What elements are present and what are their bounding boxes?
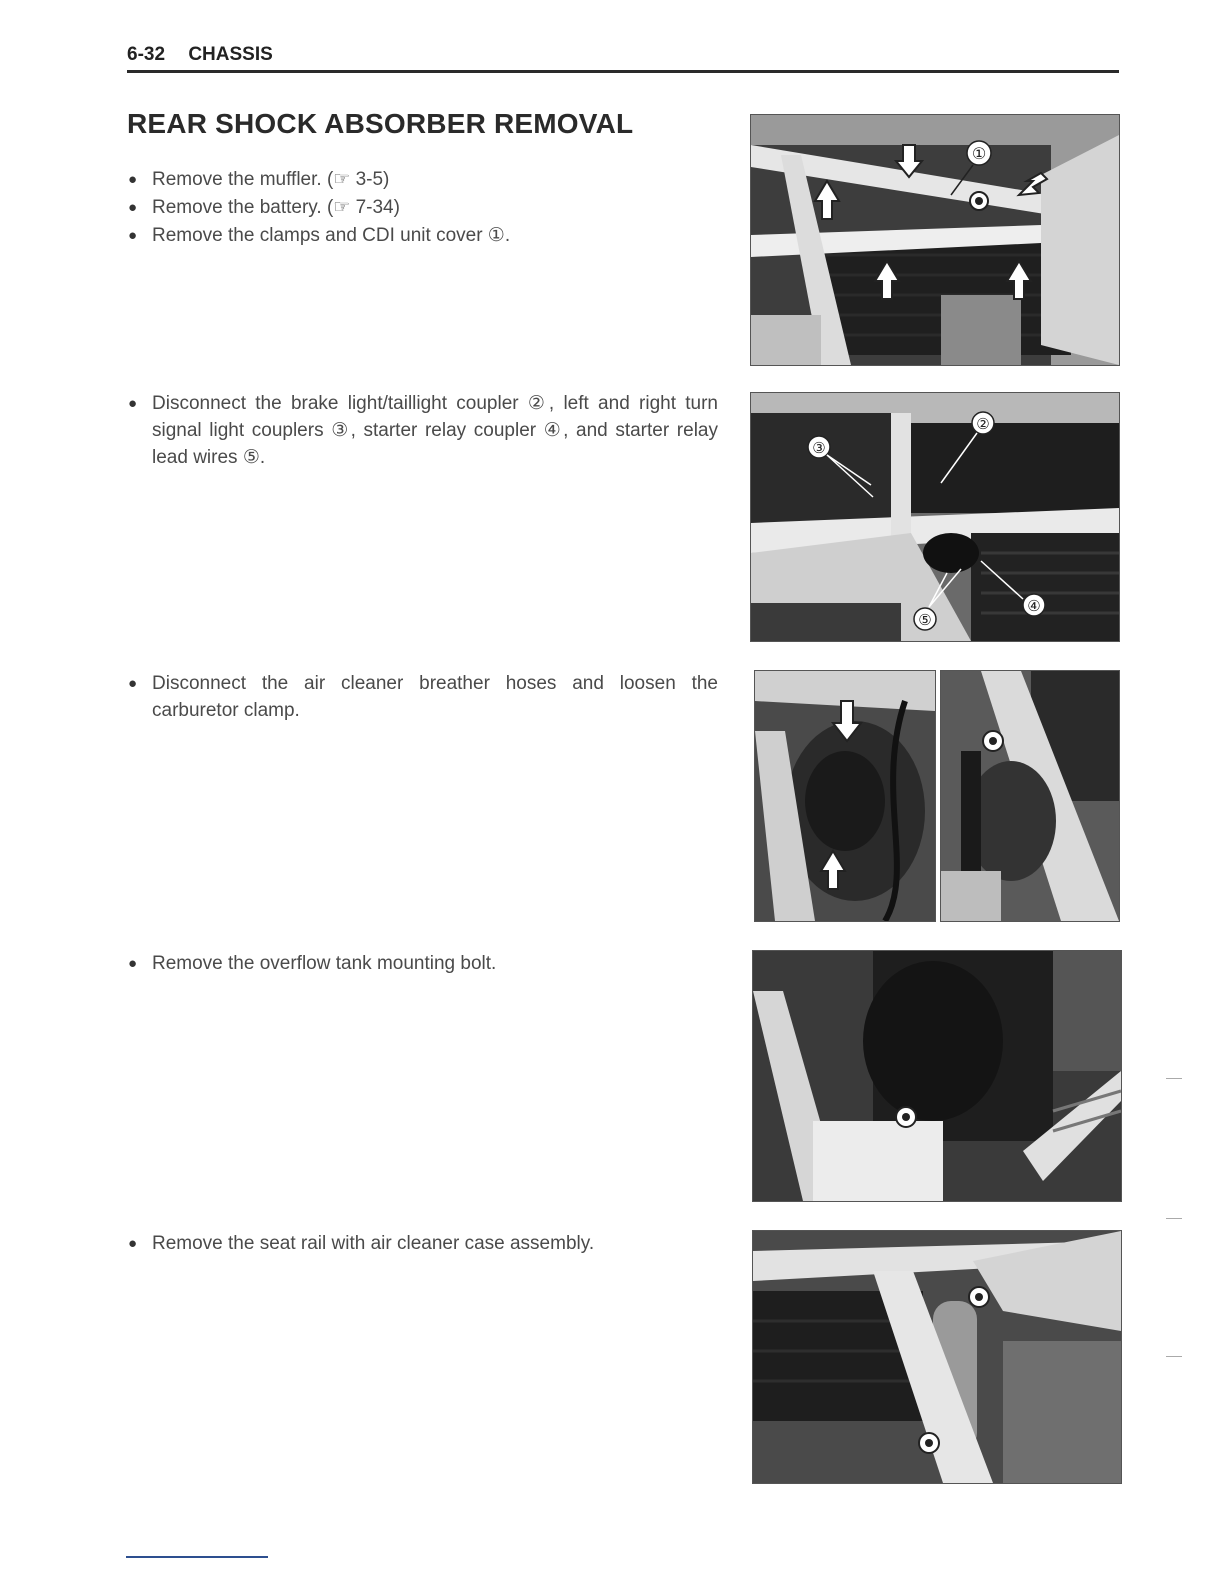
photo-couplers xyxy=(750,392,1120,642)
bullet-dot-icon: ● xyxy=(128,955,138,972)
step-remove-clamps xyxy=(128,222,718,249)
section-title: REAR SHOCK ABSORBER REMOVAL xyxy=(127,108,634,139)
step-text: Remove the overflow tank mounting bolt. xyxy=(152,953,497,974)
bullet-dot-icon: ● xyxy=(128,1235,138,1252)
step-disconnect-hoses xyxy=(128,670,718,724)
step-text: Disconnect the air cleaner breather hoses and loosen the carburetor clamp. xyxy=(152,673,718,721)
callout-2: ② xyxy=(976,415,990,433)
callout-4: ④ xyxy=(1027,597,1041,615)
page-number: 6-32 xyxy=(127,44,166,65)
page-header xyxy=(127,42,1119,76)
bullet-dot-icon: ● xyxy=(128,199,138,216)
margin-mark xyxy=(1166,1356,1182,1357)
callout-3: ③ xyxy=(812,439,826,457)
margin-mark xyxy=(1166,1218,1182,1219)
bullet-dot-icon: ● xyxy=(128,395,138,412)
section-name: CHASSIS xyxy=(188,44,273,65)
margin-mark xyxy=(1166,1078,1182,1079)
photo-carburetor-clamp xyxy=(940,670,1120,922)
bullet-dot-icon: ● xyxy=(128,171,138,188)
photo-breather-hoses xyxy=(754,670,936,922)
step-remove-muffler xyxy=(128,166,718,193)
callout-1: ① xyxy=(971,144,987,163)
step-remove-bolt xyxy=(128,950,718,977)
bullet-dot-icon: ● xyxy=(128,675,138,692)
footer-rule xyxy=(126,1556,268,1558)
step-text: Remove the battery. (☞ 7-34) xyxy=(152,197,400,218)
header-text xyxy=(127,44,273,66)
step-remove-seat-rail xyxy=(128,1230,718,1257)
bullet-dot-icon: ● xyxy=(128,227,138,244)
header-rule xyxy=(127,70,1119,73)
photo-overflow-tank xyxy=(752,950,1122,1202)
photo-seat-rail xyxy=(752,1230,1122,1484)
photo-cdi-cover xyxy=(750,114,1120,366)
step-text: Remove the clamps and CDI unit cover ①. xyxy=(152,225,511,246)
step-disconnect-couplers xyxy=(128,390,718,471)
step-text: Remove the muffler. (☞ 3-5) xyxy=(152,169,390,190)
callout-5: ⑤ xyxy=(918,611,932,629)
step-remove-battery xyxy=(128,194,718,221)
step-text: Disconnect the brake light/taillight coupler ②, left and right turn signal light couplers ③, starter relay coupler ④, and starter relay lead wires ⑤. xyxy=(152,393,718,468)
step-text: Remove the seat rail with air cleaner case assembly. xyxy=(152,1233,595,1254)
